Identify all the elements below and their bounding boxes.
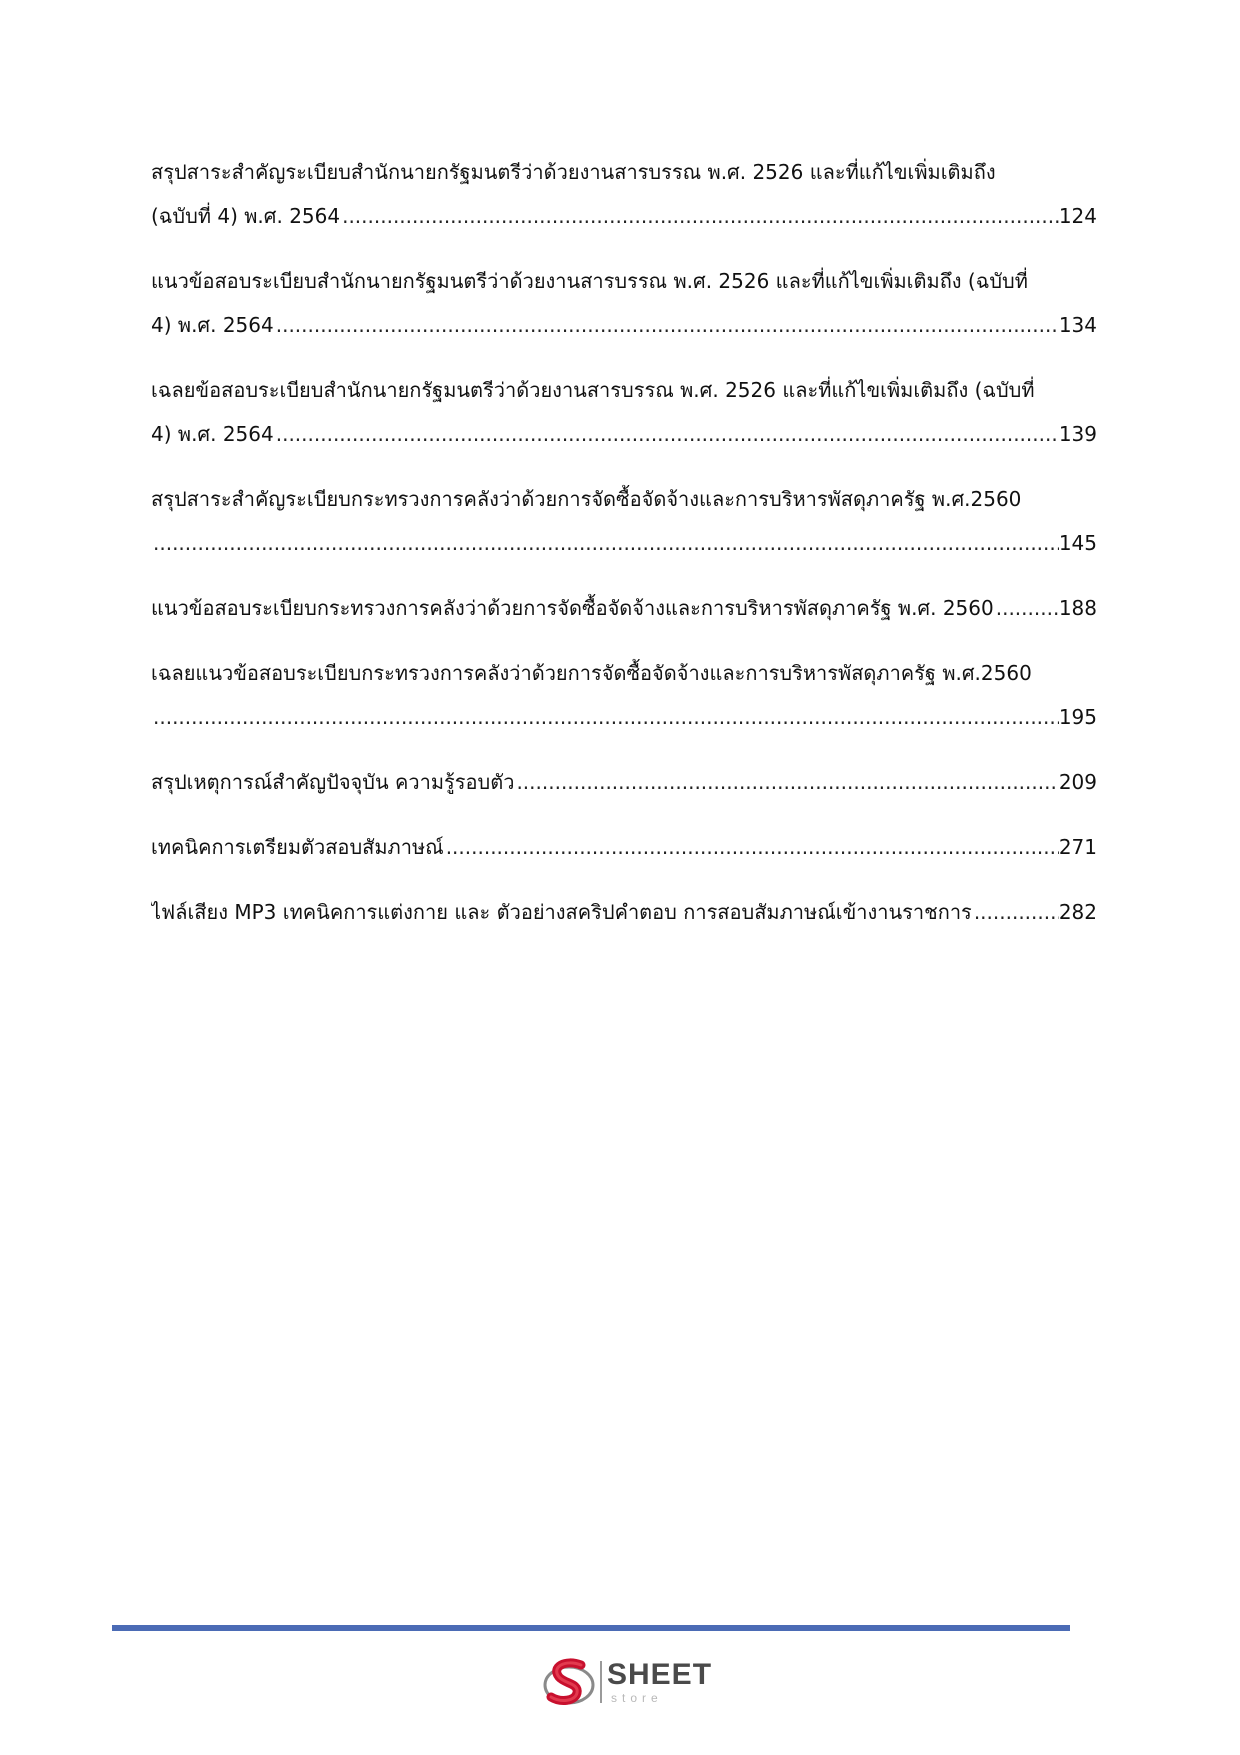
toc-dot-leader xyxy=(514,760,1058,804)
toc-entry-title: สรุปเหตุการณ์สำคัญปัจจุบัน ความรู้รอบตัว xyxy=(151,770,515,794)
toc-entry[interactable] xyxy=(151,760,1097,804)
toc-entry-title: (ฉบับที่ 4) พ.ศ. 2564 xyxy=(151,204,341,228)
toc-entry-leader-line xyxy=(151,695,1097,739)
toc-entry-leader-line xyxy=(151,825,1097,869)
toc-entry-leader-line xyxy=(151,194,1097,238)
sheet-store-logo-mark-icon xyxy=(541,1655,599,1711)
toc-dot-leader xyxy=(994,586,1059,630)
logo-brand-text: SHEET xyxy=(607,1658,713,1691)
toc-entry-title: 4) พ.ศ. 2564 xyxy=(151,313,274,337)
toc-entry-title: 4) พ.ศ. 2564 xyxy=(151,422,274,446)
toc-entry-title: เทคนิคการเตรียมตัวสอบสัมภาษณ์ xyxy=(151,835,444,859)
toc-entry[interactable] xyxy=(151,825,1097,869)
toc-dot-leader xyxy=(972,890,1059,934)
toc-entry-leader-line xyxy=(151,412,1097,456)
toc-entry[interactable] xyxy=(151,368,1097,456)
toc-dot-leader xyxy=(151,695,1059,739)
toc-page-number: 195 xyxy=(1058,705,1097,729)
toc-dot-leader xyxy=(274,303,1059,347)
toc-dot-leader xyxy=(274,412,1059,456)
toc-entry-leader-line xyxy=(151,890,1097,934)
toc-entry-title: แนวข้อสอบระเบียบกระทรวงการคลังว่าด้วยการจัดซื้อจัดจ้างและการบริหารพัสดุภาครัฐ พ.ศ. 2560 xyxy=(151,596,994,620)
toc-page-number: 209 xyxy=(1058,770,1097,794)
toc-page-number: 271 xyxy=(1058,835,1097,859)
toc-entry-leader-line xyxy=(151,303,1097,347)
toc-page-number: 282 xyxy=(1058,900,1097,924)
toc-entry[interactable] xyxy=(151,651,1097,739)
table-of-contents xyxy=(151,150,1097,955)
toc-entry-title: ไฟล์เสียง MP3 เทคนิคการแต่งกาย และ ตัวอย่างสคริปคำตอบ การสอบสัมภาษณ์เข้างานราชการ xyxy=(151,900,972,924)
toc-entry[interactable] xyxy=(151,259,1097,347)
toc-page-number: 188 xyxy=(1058,596,1097,620)
toc-entry[interactable] xyxy=(151,150,1097,238)
footer-rule xyxy=(112,1625,1070,1631)
toc-entry-title-line: เฉลยแนวข้อสอบระเบียบกระทรวงการคลังว่าด้วยการจัดซื้อจัดจ้างและการบริหารพัสดุภาครัฐ พ.ศ.2560 xyxy=(151,661,1032,685)
toc-entry[interactable] xyxy=(151,890,1097,934)
toc-page-number: 145 xyxy=(1058,531,1097,555)
logo-separator xyxy=(600,1661,602,1703)
toc-entry-leader-line xyxy=(151,760,1097,804)
toc-dot-leader xyxy=(340,194,1059,238)
logo-brand-subtext: store xyxy=(611,1691,663,1705)
toc-entry[interactable] xyxy=(151,477,1097,565)
toc-dot-leader xyxy=(151,521,1059,565)
toc-entry-title-line: แนวข้อสอบระเบียบสำนักนายกรัฐมนตรีว่าด้วยงานสารบรรณ พ.ศ. 2526 และที่แก้ไขเพิ่มเติมถึง (ฉบับที่ xyxy=(151,269,1028,293)
toc-entry-title-line: สรุปสาระสำคัญระเบียบสำนักนายกรัฐมนตรีว่าด้วยงานสารบรรณ พ.ศ. 2526 และที่แก้ไขเพิ่มเติมถึง xyxy=(151,160,996,184)
toc-page-number: 124 xyxy=(1058,204,1097,228)
toc-entry-title-line: เฉลยข้อสอบระเบียบสำนักนายกรัฐมนตรีว่าด้วยงานสารบรรณ พ.ศ. 2526 และที่แก้ไขเพิ่มเติมถึง (ฉบับที่ xyxy=(151,378,1035,402)
toc-entry-leader-line xyxy=(151,521,1097,565)
sheet-store-logo xyxy=(541,1655,711,1711)
toc-page-number: 139 xyxy=(1058,422,1097,446)
toc-dot-leader xyxy=(444,825,1059,869)
toc-entry-leader-line xyxy=(151,586,1097,630)
toc-entry-title-line: สรุปสาระสำคัญระเบียบกระทรวงการคลังว่าด้วยการจัดซื้อจัดจ้างและการบริหารพัสดุภาครัฐ พ.ศ.2560 xyxy=(151,487,1022,511)
toc-entry[interactable] xyxy=(151,586,1097,630)
toc-page-number: 134 xyxy=(1058,313,1097,337)
